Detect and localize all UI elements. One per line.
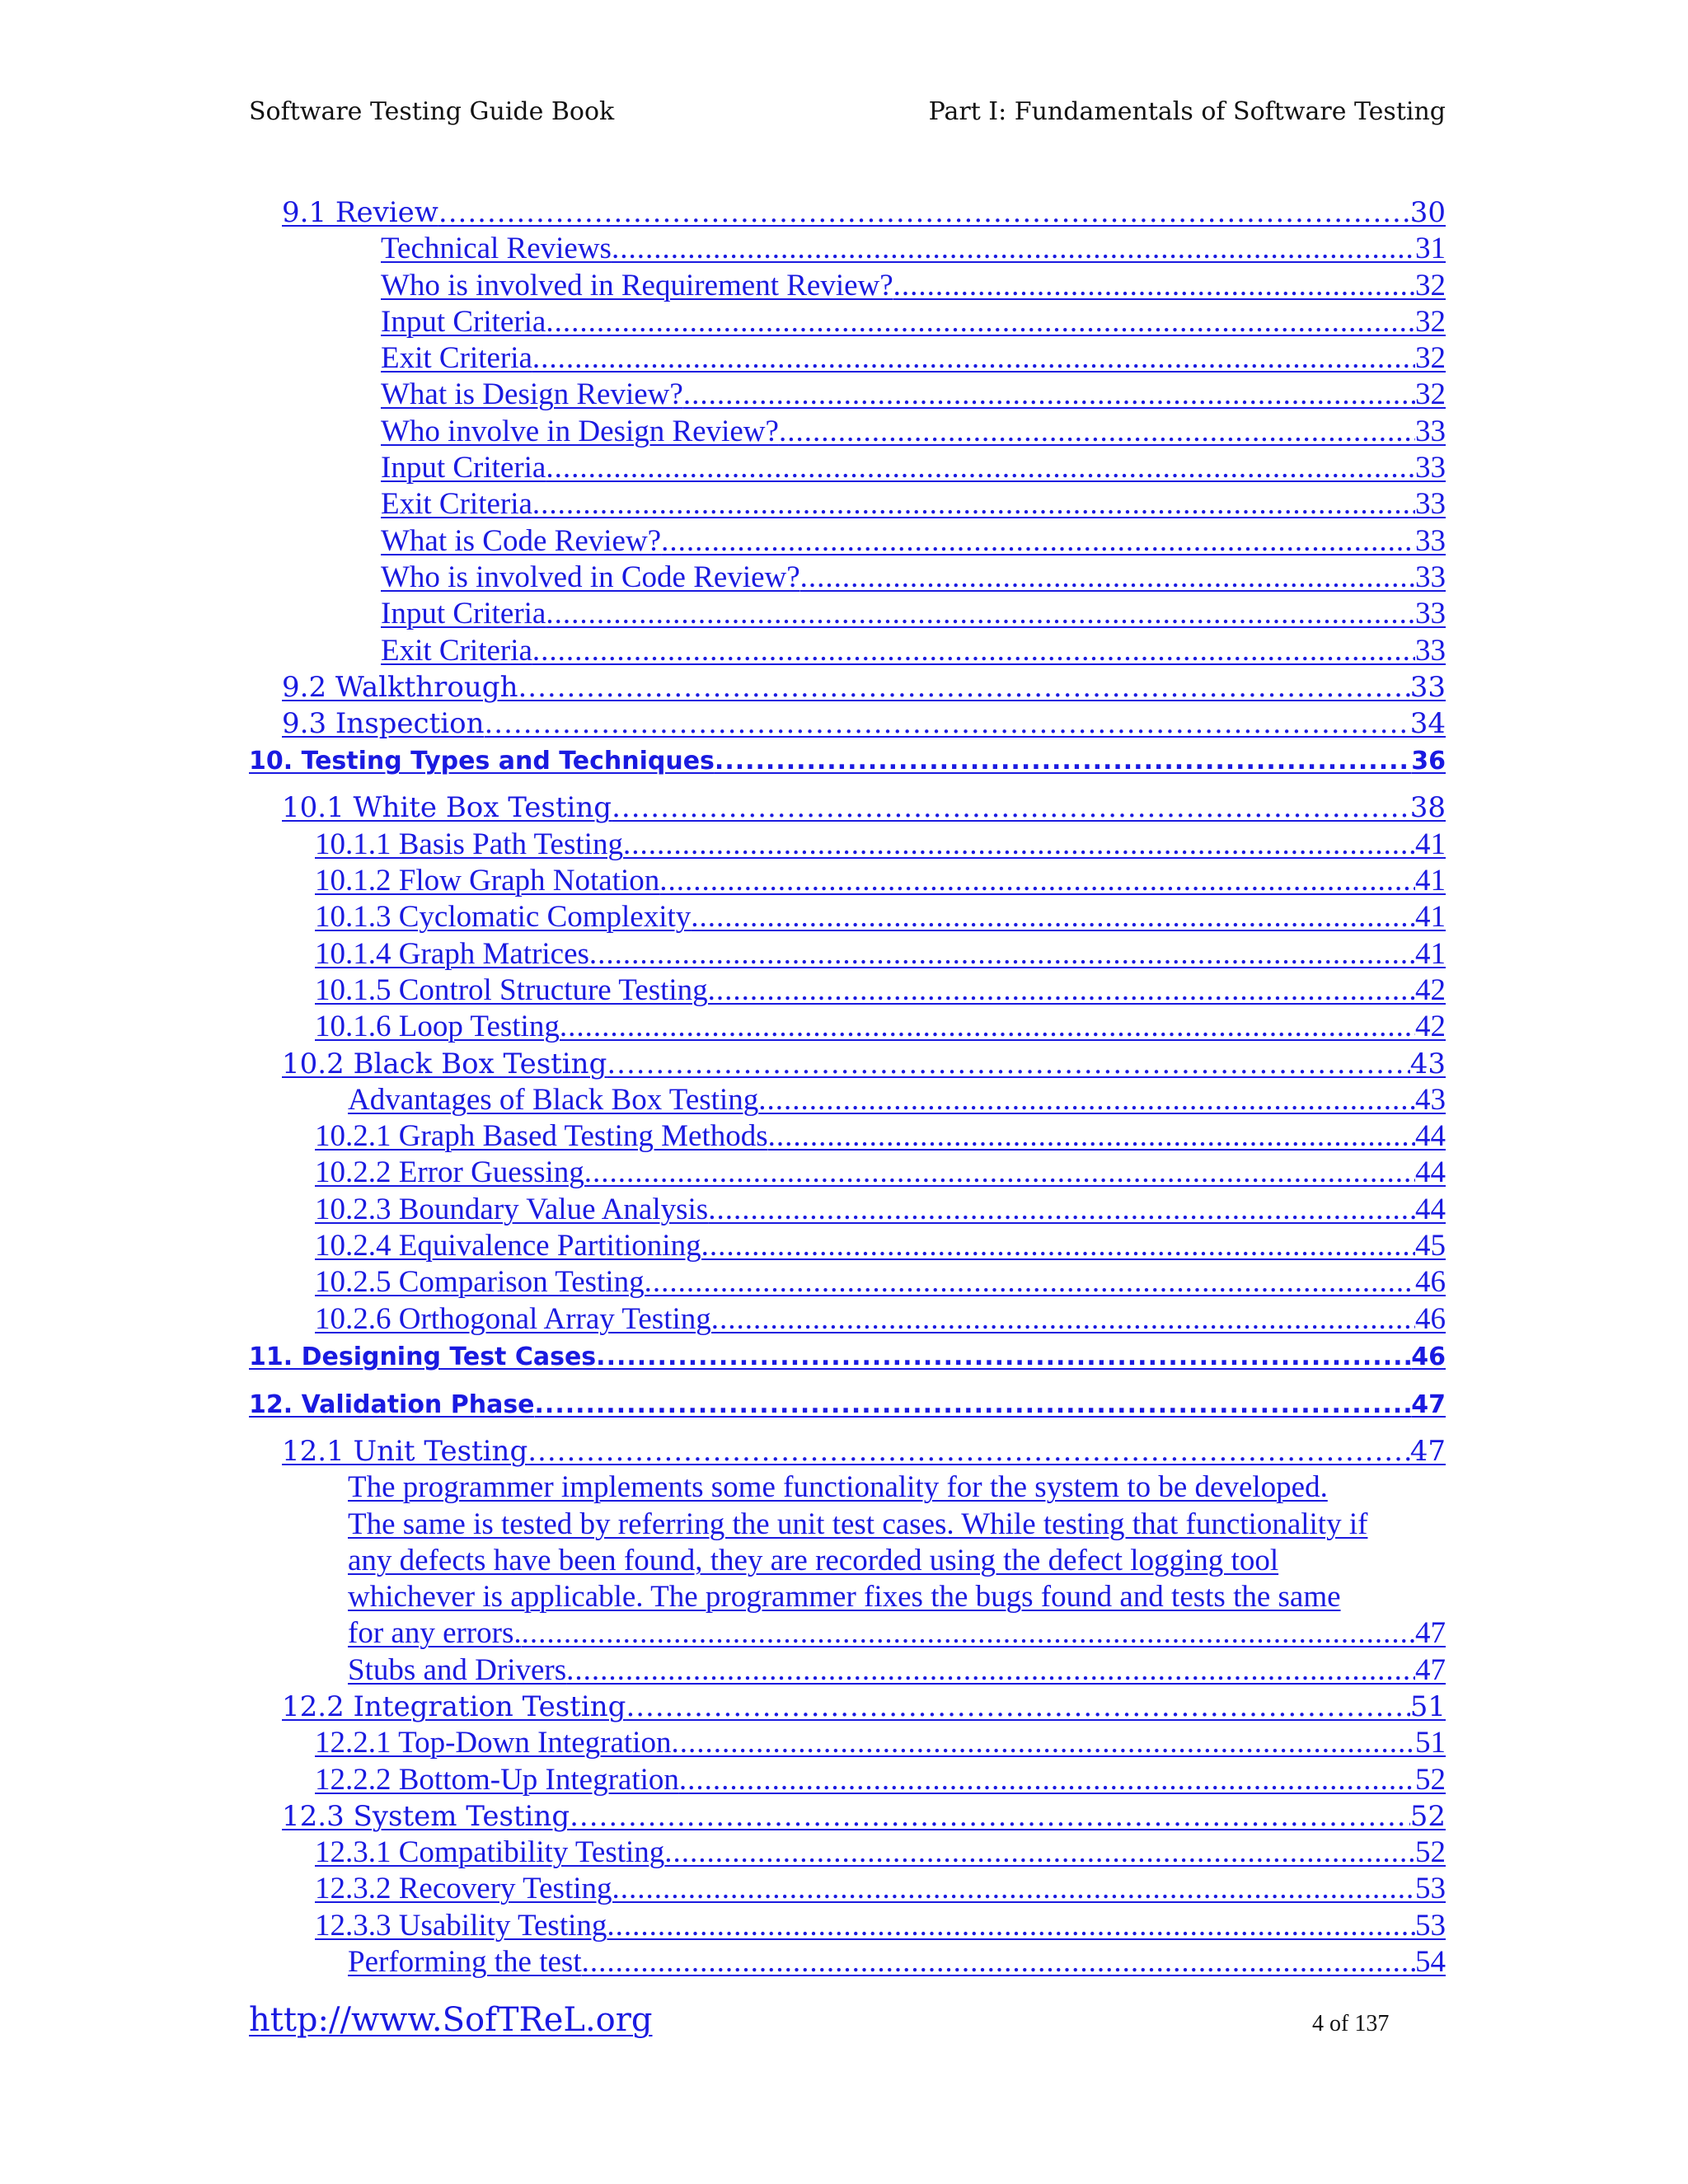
toc-entry-title: 12.3.3 Usability Testing (315, 1908, 607, 1943)
toc-entry-title: Input Criteria (381, 304, 546, 339)
toc-entry[interactable] (249, 1046, 1446, 1082)
toc-leader (779, 414, 1415, 450)
toc-leader (701, 1228, 1415, 1264)
toc-entry-page: 46 (1411, 1342, 1446, 1371)
toc-entry[interactable] (249, 1118, 1446, 1155)
toc-entry-page: 53 (1415, 1908, 1446, 1943)
toc-entry[interactable] (249, 1192, 1446, 1228)
toc-entry-title: Who is involved in Code Review? (381, 560, 800, 594)
toc-leader (584, 1155, 1415, 1191)
toc-entry-title: 10.2.3 Boundary Value Analysis (315, 1192, 709, 1226)
toc-entry[interactable] (249, 486, 1446, 523)
toc-entry-page: 30 (1409, 196, 1446, 229)
toc-paragraph-line: whichever is applicable. The programmer fixes the bugs found and tests the same (348, 1580, 1341, 1615)
toc-entry-page: 45 (1415, 1229, 1446, 1263)
toc-entry[interactable] (249, 560, 1446, 596)
toc-list-bottom (249, 1652, 1446, 1981)
toc-leader (679, 1762, 1415, 1798)
toc-entry-title: 10.1.5 Control Structure Testing (315, 972, 708, 1007)
toc-leader (659, 863, 1415, 899)
toc-entry[interactable] (249, 863, 1446, 899)
toc-entry-page: 33 (1409, 670, 1446, 704)
toc-entry-title: 12.2 Integration Testing (282, 1690, 626, 1723)
toc-leader (546, 450, 1415, 486)
toc-leader (623, 827, 1415, 863)
toc-leader (532, 486, 1415, 523)
toc-entry[interactable] (249, 340, 1446, 377)
toc-entry[interactable] (249, 1762, 1446, 1798)
toc-entry-title: 10.1.4 Graph Matrices (315, 936, 589, 971)
toc-leader (708, 972, 1415, 1009)
toc-entry-page: 34 (1409, 707, 1446, 741)
toc-entry-page: 44 (1415, 1155, 1446, 1190)
toc-entry[interactable] (249, 1301, 1446, 1338)
toc-entry-page: 33 (1415, 487, 1446, 522)
toc-leader (528, 1433, 1410, 1469)
toc-entry[interactable] (249, 1009, 1446, 1045)
toc-leader (661, 523, 1415, 560)
toc-leader (589, 936, 1415, 972)
toc-entry[interactable] (249, 304, 1446, 340)
toc-entry[interactable] (249, 1228, 1446, 1264)
toc-entry-title: Who involve in Design Review? (381, 414, 779, 448)
toc-entry[interactable] (249, 596, 1446, 632)
toc-entry-title: Input Criteria (381, 597, 546, 631)
page-footer (249, 2001, 1446, 2039)
toc-entry-title: What is Code Review? (381, 523, 662, 558)
toc-leader (566, 1652, 1415, 1689)
toc-entry-page: 51 (1415, 1726, 1446, 1760)
toc-entry-page: 41 (1415, 936, 1446, 971)
toc-leader (535, 1385, 1412, 1425)
toc-entry-page: 33 (1415, 560, 1446, 594)
toc-entry[interactable] (249, 705, 1446, 742)
toc-leader (596, 1338, 1411, 1377)
toc-entry-title: 10.1.6 Loop Testing (315, 1010, 560, 1044)
toc-leader (612, 231, 1415, 267)
footer-page-number: 4 of 137 (1312, 2011, 1390, 2036)
toc-entry-title: 10. Testing Types and Techniques (249, 747, 715, 776)
toc-entry-title: 12.2.1 Top-Down Integration (315, 1726, 672, 1760)
toc-leader (800, 560, 1415, 596)
toc-entry-page: 41 (1415, 900, 1446, 935)
toc-entry-title: Performing the test (348, 1945, 582, 1980)
toc-leader (758, 1082, 1415, 1118)
toc-entry[interactable] (249, 1689, 1446, 1725)
toc-entry-page: 54 (1415, 1945, 1446, 1980)
toc-entry[interactable] (249, 1264, 1446, 1301)
toc-entry-title: 10.2.5 Comparison Testing (315, 1265, 645, 1300)
toc-entry-title: 10.1.2 Flow Graph Notation (315, 864, 660, 898)
footer-url-link[interactable]: http://www.SofTReL.org (249, 2001, 653, 2039)
toc-entry[interactable] (249, 414, 1446, 450)
toc-leader (532, 633, 1415, 669)
page-header (249, 97, 1446, 126)
toc-entry-page: 33 (1415, 451, 1446, 485)
toc-paragraph-line: The same is tested by referring the unit test cases. While testing that functionality if (348, 1507, 1368, 1541)
toc-entry-page: 42 (1415, 1010, 1446, 1044)
toc-entry[interactable] (249, 742, 1446, 790)
toc-entry-page: 33 (1415, 597, 1446, 631)
toc-entry-title: 9.2 Walkthrough (282, 670, 518, 704)
toc-leader (645, 1264, 1415, 1301)
toc-leader (607, 1908, 1415, 1944)
toc-entry[interactable] (249, 669, 1446, 705)
toc-entry-page: 46 (1415, 1301, 1446, 1336)
toc-entry-title: Advantages of Black Box Testing (348, 1082, 759, 1117)
toc-entry-page: 33 (1415, 414, 1446, 448)
toc-leader (708, 1192, 1415, 1228)
toc-entry-title: Exit Criteria (381, 341, 532, 376)
toc-entry-page: 36 (1411, 747, 1446, 776)
toc-entry-title: for any errors. (348, 1616, 522, 1651)
toc-entry[interactable] (249, 1798, 1446, 1835)
toc-leader (626, 1689, 1409, 1725)
toc-list-top (249, 194, 1446, 1469)
toc-paragraph-entry[interactable] (249, 1469, 1446, 1615)
toc-entry-page: 52 (1415, 1835, 1446, 1870)
toc-entry-page: 47 (1415, 1616, 1446, 1651)
toc-entry-title: Technical Reviews (381, 232, 612, 266)
toc-leader (612, 1871, 1416, 1907)
toc-entry-page: 33 (1415, 633, 1446, 668)
toc-entry-page: 47 (1411, 1390, 1446, 1419)
toc-leader (715, 742, 1411, 781)
toc-leader (546, 596, 1415, 632)
toc-entry-title: Stubs and Drivers (348, 1652, 567, 1687)
toc-entry-title: 12. Validation Phase (249, 1390, 535, 1419)
toc-entry-title: 10.2.4 Equivalence Partitioning (315, 1229, 701, 1263)
toc-entry-title: 11. Designing Test Cases (249, 1342, 597, 1371)
toc-entry-page: 52 (1409, 1799, 1446, 1833)
toc-entry[interactable] (249, 1385, 1446, 1433)
toc-leader (612, 790, 1410, 826)
toc-leader (546, 304, 1415, 340)
toc-entry[interactable] (249, 936, 1446, 972)
toc-leader (438, 194, 1410, 231)
toc-entry-title: 12.3.2 Recovery Testing (315, 1872, 612, 1906)
toc-entry-page: 43 (1415, 1082, 1446, 1117)
toc-entry[interactable] (249, 899, 1446, 935)
toc-entry[interactable] (249, 827, 1446, 863)
toc-entry-page: 32 (1415, 377, 1446, 412)
toc-entry-title: 10.2.1 Graph Based Testing Methods (315, 1119, 768, 1154)
toc-entry-title: Who is involved in Requirement Review? (381, 268, 893, 302)
toc-entry[interactable] (249, 1944, 1446, 1980)
toc-entry-title: What is Design Review? (381, 377, 683, 412)
toc-entry-title: 10.2 Black Box Testing (282, 1047, 607, 1080)
toc-entry-page: 43 (1409, 1047, 1446, 1080)
toc-entry-title: Input Criteria (381, 451, 546, 485)
toc-entry-title: 9.1 Review (282, 196, 438, 229)
header-book-title: Software Testing Guide Book (249, 97, 615, 126)
toc-entry[interactable] (249, 1615, 1446, 1652)
toc-entry-page: 41 (1415, 864, 1446, 898)
header-part-title: Part I: Fundamentals of Software Testing (928, 97, 1446, 126)
toc-entry[interactable] (249, 194, 1446, 231)
toc-entry-title: 12.2.2 Bottom-Up Integration (315, 1762, 679, 1797)
toc-entry-page: 47 (1409, 1434, 1446, 1468)
toc-entry[interactable] (249, 972, 1446, 1009)
toc-entry-title: 12.3 System Testing (282, 1799, 570, 1833)
toc-entry-page: 42 (1415, 972, 1446, 1007)
toc-leader (522, 1615, 1415, 1652)
toc-entry-page: 53 (1415, 1872, 1446, 1906)
toc-entry[interactable] (249, 523, 1446, 560)
toc-entry-title: Exit Criteria (381, 487, 532, 522)
toc-entry[interactable] (249, 1338, 1446, 1385)
toc-paragraph-line: any defects have been found, they are recorded using the defect logging tool (348, 1543, 1279, 1577)
toc-entry[interactable] (249, 1725, 1446, 1761)
toc-entry[interactable] (249, 1835, 1446, 1871)
toc-leader (532, 340, 1415, 377)
toc-leader (664, 1835, 1415, 1871)
toc-leader (893, 268, 1415, 304)
toc-leader (711, 1301, 1415, 1338)
toc-entry-title: Exit Criteria (381, 633, 532, 668)
toc-entry-title: 12.1 Unit Testing (282, 1434, 528, 1468)
toc-entry[interactable] (249, 450, 1446, 486)
toc-paragraph-line: The programmer implements some functionality for the system to be developed. (348, 1470, 1328, 1505)
toc-leader (570, 1798, 1410, 1835)
toc-entry-page: 44 (1415, 1192, 1446, 1226)
toc-entry[interactable] (249, 1908, 1446, 1944)
toc-entry[interactable] (249, 1871, 1446, 1907)
toc-leader (691, 899, 1415, 935)
toc-entry-page: 47 (1415, 1652, 1446, 1687)
toc-entry[interactable] (249, 268, 1446, 304)
toc-entry-title: 10.2.2 Error Guessing (315, 1155, 584, 1190)
toc-entry[interactable] (249, 1155, 1446, 1191)
toc-leader (582, 1944, 1415, 1980)
toc-entry-page: 41 (1415, 827, 1446, 861)
toc-entry-title: 9.3 Inspection (282, 707, 485, 741)
toc-entry-page: 38 (1409, 791, 1446, 825)
toc-entry[interactable] (249, 790, 1446, 826)
toc-entry[interactable] (249, 1652, 1446, 1689)
toc-entry[interactable] (249, 377, 1446, 413)
toc-leader (485, 705, 1410, 742)
toc-leader (671, 1725, 1415, 1761)
toc-entry-page: 31 (1415, 232, 1446, 266)
toc-entry[interactable] (249, 1433, 1446, 1469)
toc-entry-page: 44 (1415, 1119, 1446, 1154)
toc-entry-title: 10.1 White Box Testing (282, 791, 612, 825)
table-of-contents (249, 194, 1446, 1980)
toc-entry-page: 51 (1409, 1690, 1446, 1723)
toc-entry-page: 52 (1415, 1762, 1446, 1797)
toc-entry-page: 32 (1415, 304, 1446, 339)
toc-entry[interactable] (249, 1082, 1446, 1118)
toc-entry[interactable] (249, 633, 1446, 669)
toc-leader (518, 669, 1409, 705)
toc-leader (768, 1118, 1415, 1155)
toc-leader (560, 1009, 1415, 1045)
toc-entry-page: 33 (1415, 523, 1446, 558)
toc-entry[interactable] (249, 231, 1446, 267)
toc-entry-page: 32 (1415, 268, 1446, 302)
toc-leader (683, 377, 1415, 413)
toc-entry-title: 12.3.1 Compatibility Testing (315, 1835, 665, 1870)
toc-entry-title: 10.1.1 Basis Path Testing (315, 827, 623, 861)
toc-entry-title: 10.1.3 Cyclomatic Complexity (315, 900, 692, 935)
toc-entry-page: 46 (1415, 1265, 1446, 1300)
toc-leader (607, 1046, 1409, 1082)
toc-entry-title: 10.2.6 Orthogonal Array Testing (315, 1301, 711, 1336)
toc-entry-page: 32 (1415, 341, 1446, 376)
